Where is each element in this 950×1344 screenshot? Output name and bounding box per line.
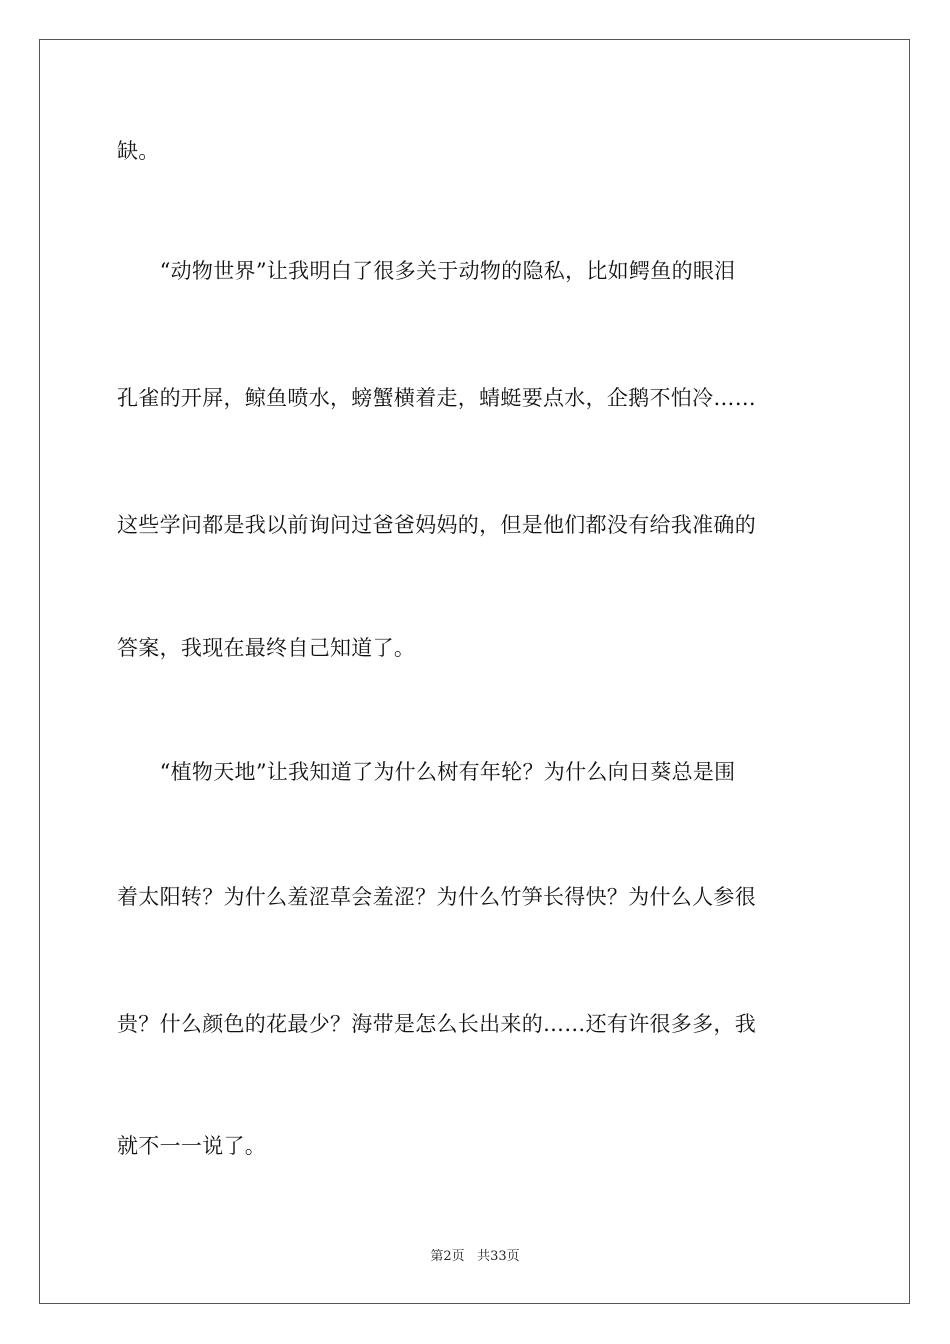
page-total: 共33页 bbox=[477, 1249, 520, 1264]
text-line-1: 缺。 bbox=[117, 139, 160, 163]
page-border bbox=[39, 39, 910, 1304]
text-line-3: 孔雀的开屏，鲸鱼喷水，螃蟹横着走，蜻蜓要点水，企鹅不怕冷…… bbox=[117, 386, 756, 410]
text-line-4: 这些学问都是我以前询问过爸爸妈妈的，但是他们都没有给我准确的 bbox=[117, 513, 756, 537]
text-line-5: 答案，我现在最终自己知道了。 bbox=[117, 636, 416, 660]
text-line-9: 就不一一说了。 bbox=[117, 1134, 267, 1158]
page-number: 第2页 bbox=[430, 1249, 465, 1264]
page-footer bbox=[0, 1248, 950, 1266]
text-line-8: 贵？什么颜色的花最少？海带是怎么长出来的……还有许很多多，我 bbox=[117, 1012, 756, 1036]
text-line-6: “植物天地”让我知道了为什么树有年轮？为什么向日葵总是围 bbox=[117, 760, 736, 784]
text-line-2: “动物世界”让我明白了很多关于动物的隐私，比如鳄鱼的眼泪 bbox=[117, 259, 736, 283]
text-line-7: 着太阳转？为什么羞涩草会羞涩？为什么竹笋长得快？为什么人参很 bbox=[117, 885, 756, 909]
